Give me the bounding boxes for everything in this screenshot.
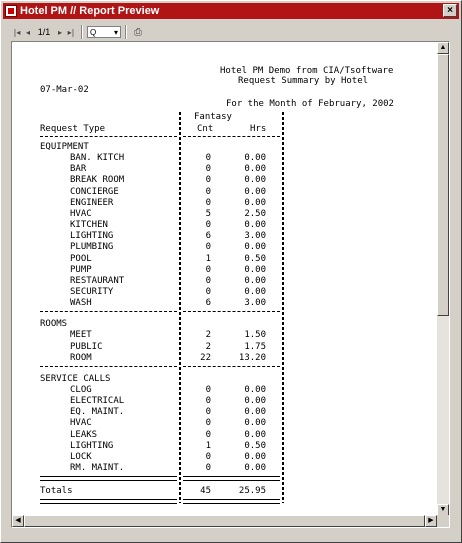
report-viewport[interactable] (11, 41, 450, 528)
report-date: 07-Mar-02 (40, 85, 89, 95)
row-count: 0 (205, 164, 211, 175)
group-heading: SERVICE CALLS (40, 373, 111, 384)
row-hours: 0.00 (244, 197, 266, 208)
scrollbar-corner (437, 515, 449, 527)
row-hours: 0.00 (244, 153, 266, 164)
row-count: 1 (205, 253, 211, 264)
row-hours: 0.00 (244, 175, 266, 186)
column-header-type: Request Type (40, 124, 106, 134)
separator-line (183, 136, 280, 138)
report-title: Hotel PM Demo from CIA/Tsoftware (220, 66, 394, 76)
row-count: 0 (205, 451, 211, 462)
row-count: 22 (200, 352, 211, 363)
print-icon[interactable]: ⎙ (134, 26, 142, 38)
column-header-hrs: Hrs (250, 124, 267, 134)
row-hours: 1.50 (244, 330, 266, 341)
row-hours: 0.00 (244, 463, 266, 474)
report-subtitle: Request Summary by Hotel (238, 76, 369, 86)
row-hours: 0.00 (244, 275, 266, 286)
row-label: HVAC (70, 208, 92, 219)
vertical-scrollbar[interactable] (437, 42, 449, 516)
toolbar-separator (81, 25, 83, 39)
row-hours: 0.00 (244, 418, 266, 429)
separator-line (40, 136, 177, 138)
row-count: 2 (205, 341, 211, 352)
row-count: 0 (205, 175, 211, 186)
row-label: BAR (70, 164, 87, 175)
row-count: 0 (205, 396, 211, 407)
row-label: LIGHTING (70, 440, 114, 451)
row-label: MEET (70, 330, 92, 341)
vertical-scroll-thumb[interactable] (437, 54, 449, 316)
column-divider (282, 112, 284, 503)
row-label: ENGINEER (70, 197, 114, 208)
row-count: 0 (205, 220, 211, 231)
toolbar-separator (125, 25, 127, 39)
row-label: RM. MAINT. (70, 463, 125, 474)
toolbar (3, 23, 459, 41)
row-count: 0 (205, 463, 211, 474)
column-header-cnt: Cnt (197, 124, 214, 134)
row-count: 6 (205, 231, 211, 242)
row-count: 5 (205, 208, 211, 219)
last-page-icon[interactable]: ▸| (67, 27, 75, 37)
first-page-icon[interactable]: |◂ (13, 27, 21, 37)
totals-label: Totals (40, 486, 73, 497)
separator-line (40, 311, 177, 313)
group-heading: ROOMS (40, 319, 68, 330)
separator-line (40, 366, 177, 368)
totals-count: 45 (200, 486, 211, 497)
row-count: 0 (205, 385, 211, 395)
scroll-down-icon[interactable]: ▼ (437, 504, 449, 516)
row-count: 0 (205, 429, 211, 440)
scroll-left-icon[interactable]: ◀ (12, 515, 24, 527)
next-page-icon[interactable]: ▸ (57, 27, 62, 37)
close-button[interactable]: × (443, 4, 457, 17)
row-count: 6 (205, 298, 211, 309)
row-hours: 1.75 (244, 341, 266, 352)
scroll-up-icon[interactable]: ▲ (437, 42, 449, 54)
zoom-icon: Q (90, 27, 97, 37)
report-period: For the Month of February, 2002 (226, 99, 394, 109)
column-group-header: Fantasy (194, 112, 232, 122)
row-label: ROOM (70, 352, 92, 363)
row-hours: 0.00 (244, 451, 266, 462)
row-hours: 0.00 (244, 164, 266, 175)
separator-line (183, 366, 280, 368)
row-hours: 2.50 (244, 208, 266, 219)
row-hours: 3.00 (244, 298, 266, 309)
row-hours: 3.00 (244, 231, 266, 242)
row-label: CLOG (70, 385, 92, 395)
row-count: 2 (205, 330, 211, 341)
row-label: LIGHTING (70, 231, 114, 242)
row-hours: 0.50 (244, 440, 266, 451)
row-label: PUBLIC (70, 341, 103, 352)
row-label: HVAC (70, 418, 92, 429)
double-separator-line (183, 476, 280, 481)
row-label: BAN. KITCH (70, 153, 125, 164)
row-label: ELECTRICAL (70, 396, 125, 407)
row-count: 0 (205, 242, 211, 253)
row-label: PLUMBING (70, 242, 114, 253)
scroll-right-icon[interactable]: ▶ (425, 515, 437, 527)
page-indicator: 1/1 (37, 27, 51, 37)
horizontal-scroll-thumb[interactable] (24, 515, 425, 527)
row-label: WASH (70, 298, 92, 309)
row-hours: 0.00 (244, 220, 266, 231)
row-label: POOL (70, 253, 92, 264)
row-label: EQ. MAINT. (70, 407, 125, 418)
row-count: 0 (205, 286, 211, 297)
row-hours: 0.50 (244, 253, 266, 264)
double-separator-line (40, 476, 177, 481)
prev-page-icon[interactable]: ◂ (25, 27, 30, 37)
row-count: 1 (205, 440, 211, 451)
row-count: 0 (205, 418, 211, 429)
column-divider (179, 112, 181, 503)
row-hours: 0.00 (244, 429, 266, 440)
row-count: 0 (205, 197, 211, 208)
horizontal-scrollbar[interactable] (12, 515, 437, 527)
double-separator-line (183, 499, 280, 504)
row-count: 0 (205, 186, 211, 197)
row-count: 0 (205, 153, 211, 164)
row-hours: 0.00 (244, 242, 266, 253)
row-hours: 0.00 (244, 396, 266, 407)
row-hours: 0.00 (244, 264, 266, 275)
row-hours: 0.00 (244, 407, 266, 418)
row-hours: 0.00 (244, 286, 266, 297)
group-heading: EQUIPMENT (40, 142, 89, 152)
row-label: CONCIERGE (70, 186, 119, 197)
row-label: LOCK (70, 451, 92, 462)
double-separator-line (40, 499, 177, 504)
row-count: 0 (205, 264, 211, 275)
row-label: BREAK ROOM (70, 175, 125, 186)
row-label: LEAKS (70, 429, 98, 440)
row-hours: 0.00 (244, 385, 266, 395)
row-count: 0 (205, 275, 211, 286)
row-label: KITCHEN (70, 220, 108, 231)
row-count: 0 (205, 407, 211, 418)
row-label: RESTAURANT (70, 275, 125, 286)
zoom-select[interactable] (87, 26, 121, 38)
title-bar[interactable] (3, 3, 459, 19)
totals-hours: 25.95 (238, 486, 266, 497)
app-icon (5, 5, 17, 17)
row-label: PUMP (70, 264, 92, 275)
row-hours: 13.20 (238, 352, 266, 363)
row-hours: 0.00 (244, 186, 266, 197)
row-label: SECURITY (70, 286, 114, 297)
separator-line (183, 311, 280, 313)
chevron-down-icon: ▾ (113, 27, 118, 37)
window-title: Hotel PM // Report Preview (20, 5, 160, 17)
